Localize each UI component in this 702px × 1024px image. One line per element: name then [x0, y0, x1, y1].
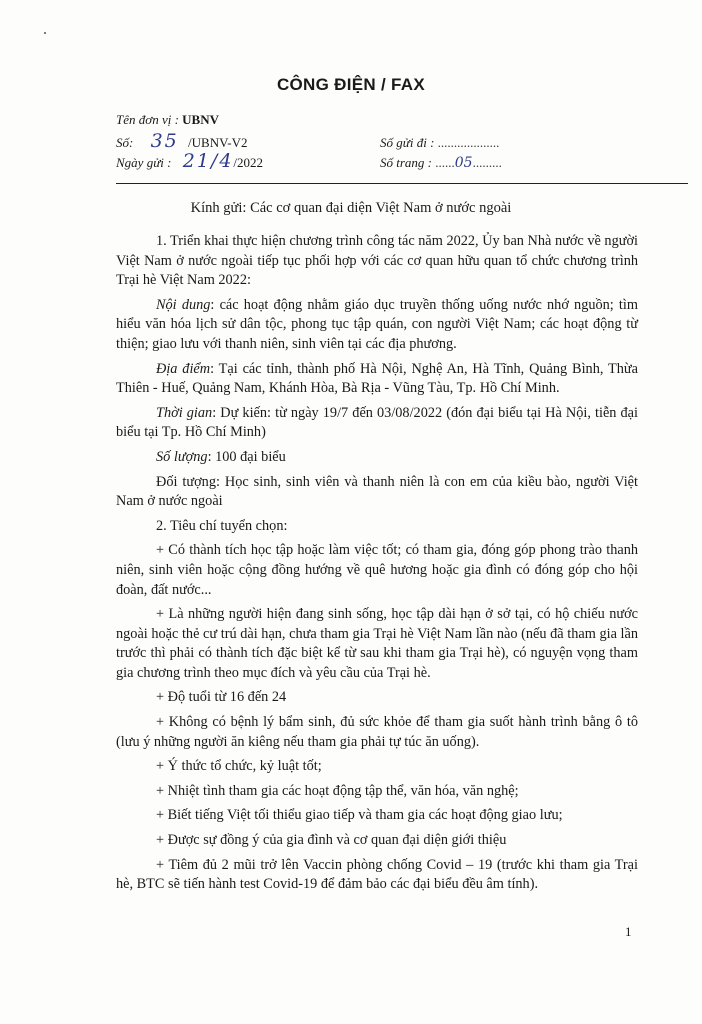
send-no-label: Số gửi đi : — [380, 135, 435, 150]
date-handwritten: 21/4 — [182, 150, 234, 172]
quantity-label: Số lượng — [156, 448, 208, 465]
paragraph-intro: 1. Triển khai thực hiện chương trình công tác năm 2022, Ủy ban Nhà nước về người Việt Nam ở nước ngoài tiếp tục phối hợp với các cơ quan hữu quan tổ chức chương trình Trại hè Việt Nam 2022: — [116, 233, 638, 289]
quantity-text: : 100 đại biểu — [207, 448, 286, 465]
pages-dots-left: ...... — [435, 155, 455, 170]
paragraph-audience: Đối tượng: Học sinh, sinh viên và thanh niên là con em của kiều bào, người Việt Nam ở nước ngoài — [116, 473, 638, 510]
time-text: : Dự kiến: từ ngày 19/7 đến 03/08/2022 (đón đại biểu tại Hà Nội, tiễn đại biểu tại Tp. Hồ Chí Minh) — [116, 404, 639, 441]
pages-row — [380, 153, 502, 173]
scan-speck — [44, 32, 46, 34]
criteria-item: + Được sự đồng ý của gia đình và cơ quan đại diện giới thiệu — [156, 832, 507, 849]
criteria-item: + Không có bệnh lý bẩm sinh, đủ sức khỏe để tham gia suốt hành trình bằng ô tô (lưu ý những người ăn kiêng nếu tham gia phải tự túc ăn uống). — [116, 714, 638, 750]
criteria-item: + Ý thức tổ chức, kỷ luật tốt; — [156, 758, 322, 775]
unit-value: UBNV — [182, 112, 219, 127]
unit-row — [116, 110, 263, 130]
content-text: : các hoạt động nhằm giáo dục truyền thống uống nước nhớ nguồn; tìm hiểu văn hóa lịch sử dân tộc, phong tục tập quán, con người Việt Nam; các hoạt động từ thiện; giao lưu với thanh niên, sinh viên tại các địa phương. — [116, 296, 638, 352]
document-body — [116, 232, 638, 900]
time-label: Thời gian — [156, 404, 213, 421]
paragraph-location — [116, 360, 638, 399]
unit-label: Tên đơn vị : — [116, 112, 179, 127]
pages-label: Số trang : — [380, 155, 432, 170]
header-left — [116, 110, 263, 173]
pages-dots-right: ......... — [472, 155, 502, 170]
paragraph-quantity — [116, 448, 638, 468]
number-label: Số: — [116, 135, 134, 150]
criteria-item: + Biết tiếng Việt tối thiểu giao tiếp và tham gia các hoạt động giao lưu; — [156, 807, 563, 824]
date-suffix: /2022 — [233, 155, 264, 170]
criteria-item: + Là những người hiện đang sinh sống, học tập dài hạn ở sở tại, có hộ chiếu nước ngoài hoặc thẻ cư trú dài hạn, chưa tham gia Trại hè Việt Nam lần nào (nếu đã tham gia lần trước thì phải có thành tích đặc biệt kể từ sau khi tham gia Trại hè), có nguyện vọng tham gia chương trình theo mục đích và yêu cầu của Trại hè. — [116, 606, 638, 681]
content-label: Nội dung — [156, 296, 211, 313]
paragraph-content — [116, 296, 638, 355]
date-row — [116, 151, 263, 173]
date-label: Ngày gửi : — [116, 155, 172, 170]
page-number: 1 — [625, 924, 632, 939]
criteria-item: + Độ tuổi từ 16 đến 24 — [156, 689, 287, 706]
paragraph-time — [116, 404, 638, 443]
header-divider — [116, 183, 688, 184]
criteria-item: + Nhiệt tình tham gia các hoạt động tập thể, văn hóa, văn nghệ; — [156, 782, 519, 799]
number-handwritten: 35 — [150, 130, 179, 152]
number-suffix: /UBNV-V2 — [188, 135, 248, 150]
criteria-item: + Có thành tích học tập hoặc làm việc tốt; có tham gia, đóng góp phong trào thanh niên, sinh viên hoặc cộng đồng hướng về quê hương hoặc gia đình có đóng góp cho hội đoàn, đất nước... — [116, 542, 638, 598]
document-title: CÔNG ĐIỆN / FAX — [276, 75, 426, 94]
paragraph-criteria-heading: 2. Tiêu chí tuyển chọn: — [156, 517, 288, 534]
location-label: Địa điểm — [156, 360, 211, 377]
header-right — [380, 133, 502, 173]
send-no-row — [380, 133, 502, 153]
criteria-item: + Tiêm đủ 2 mũi trở lên Vaccin phòng chống Covid – 19 (trước khi tham gia Trại hè, BTC sẽ tiến hành test Covid-19 để đảm bảo các đại biểu đều âm tính). — [116, 856, 638, 893]
recipient-line: Kính gửi: Các cơ quan đại diện Việt Nam ở nước ngoài — [190, 200, 512, 216]
pages-handwritten: 05 — [454, 155, 473, 171]
location-text: : Tại các tỉnh, thành phố Hà Nội, Nghệ An, Hà Tĩnh, Quảng Bình, Thừa Thiên - Huế, Quảng Nam, Khánh Hòa, Bà Rịa - Vũng Tàu, Tp. Hồ Chí Minh. — [116, 360, 638, 397]
send-no-value: ................... — [437, 135, 500, 150]
